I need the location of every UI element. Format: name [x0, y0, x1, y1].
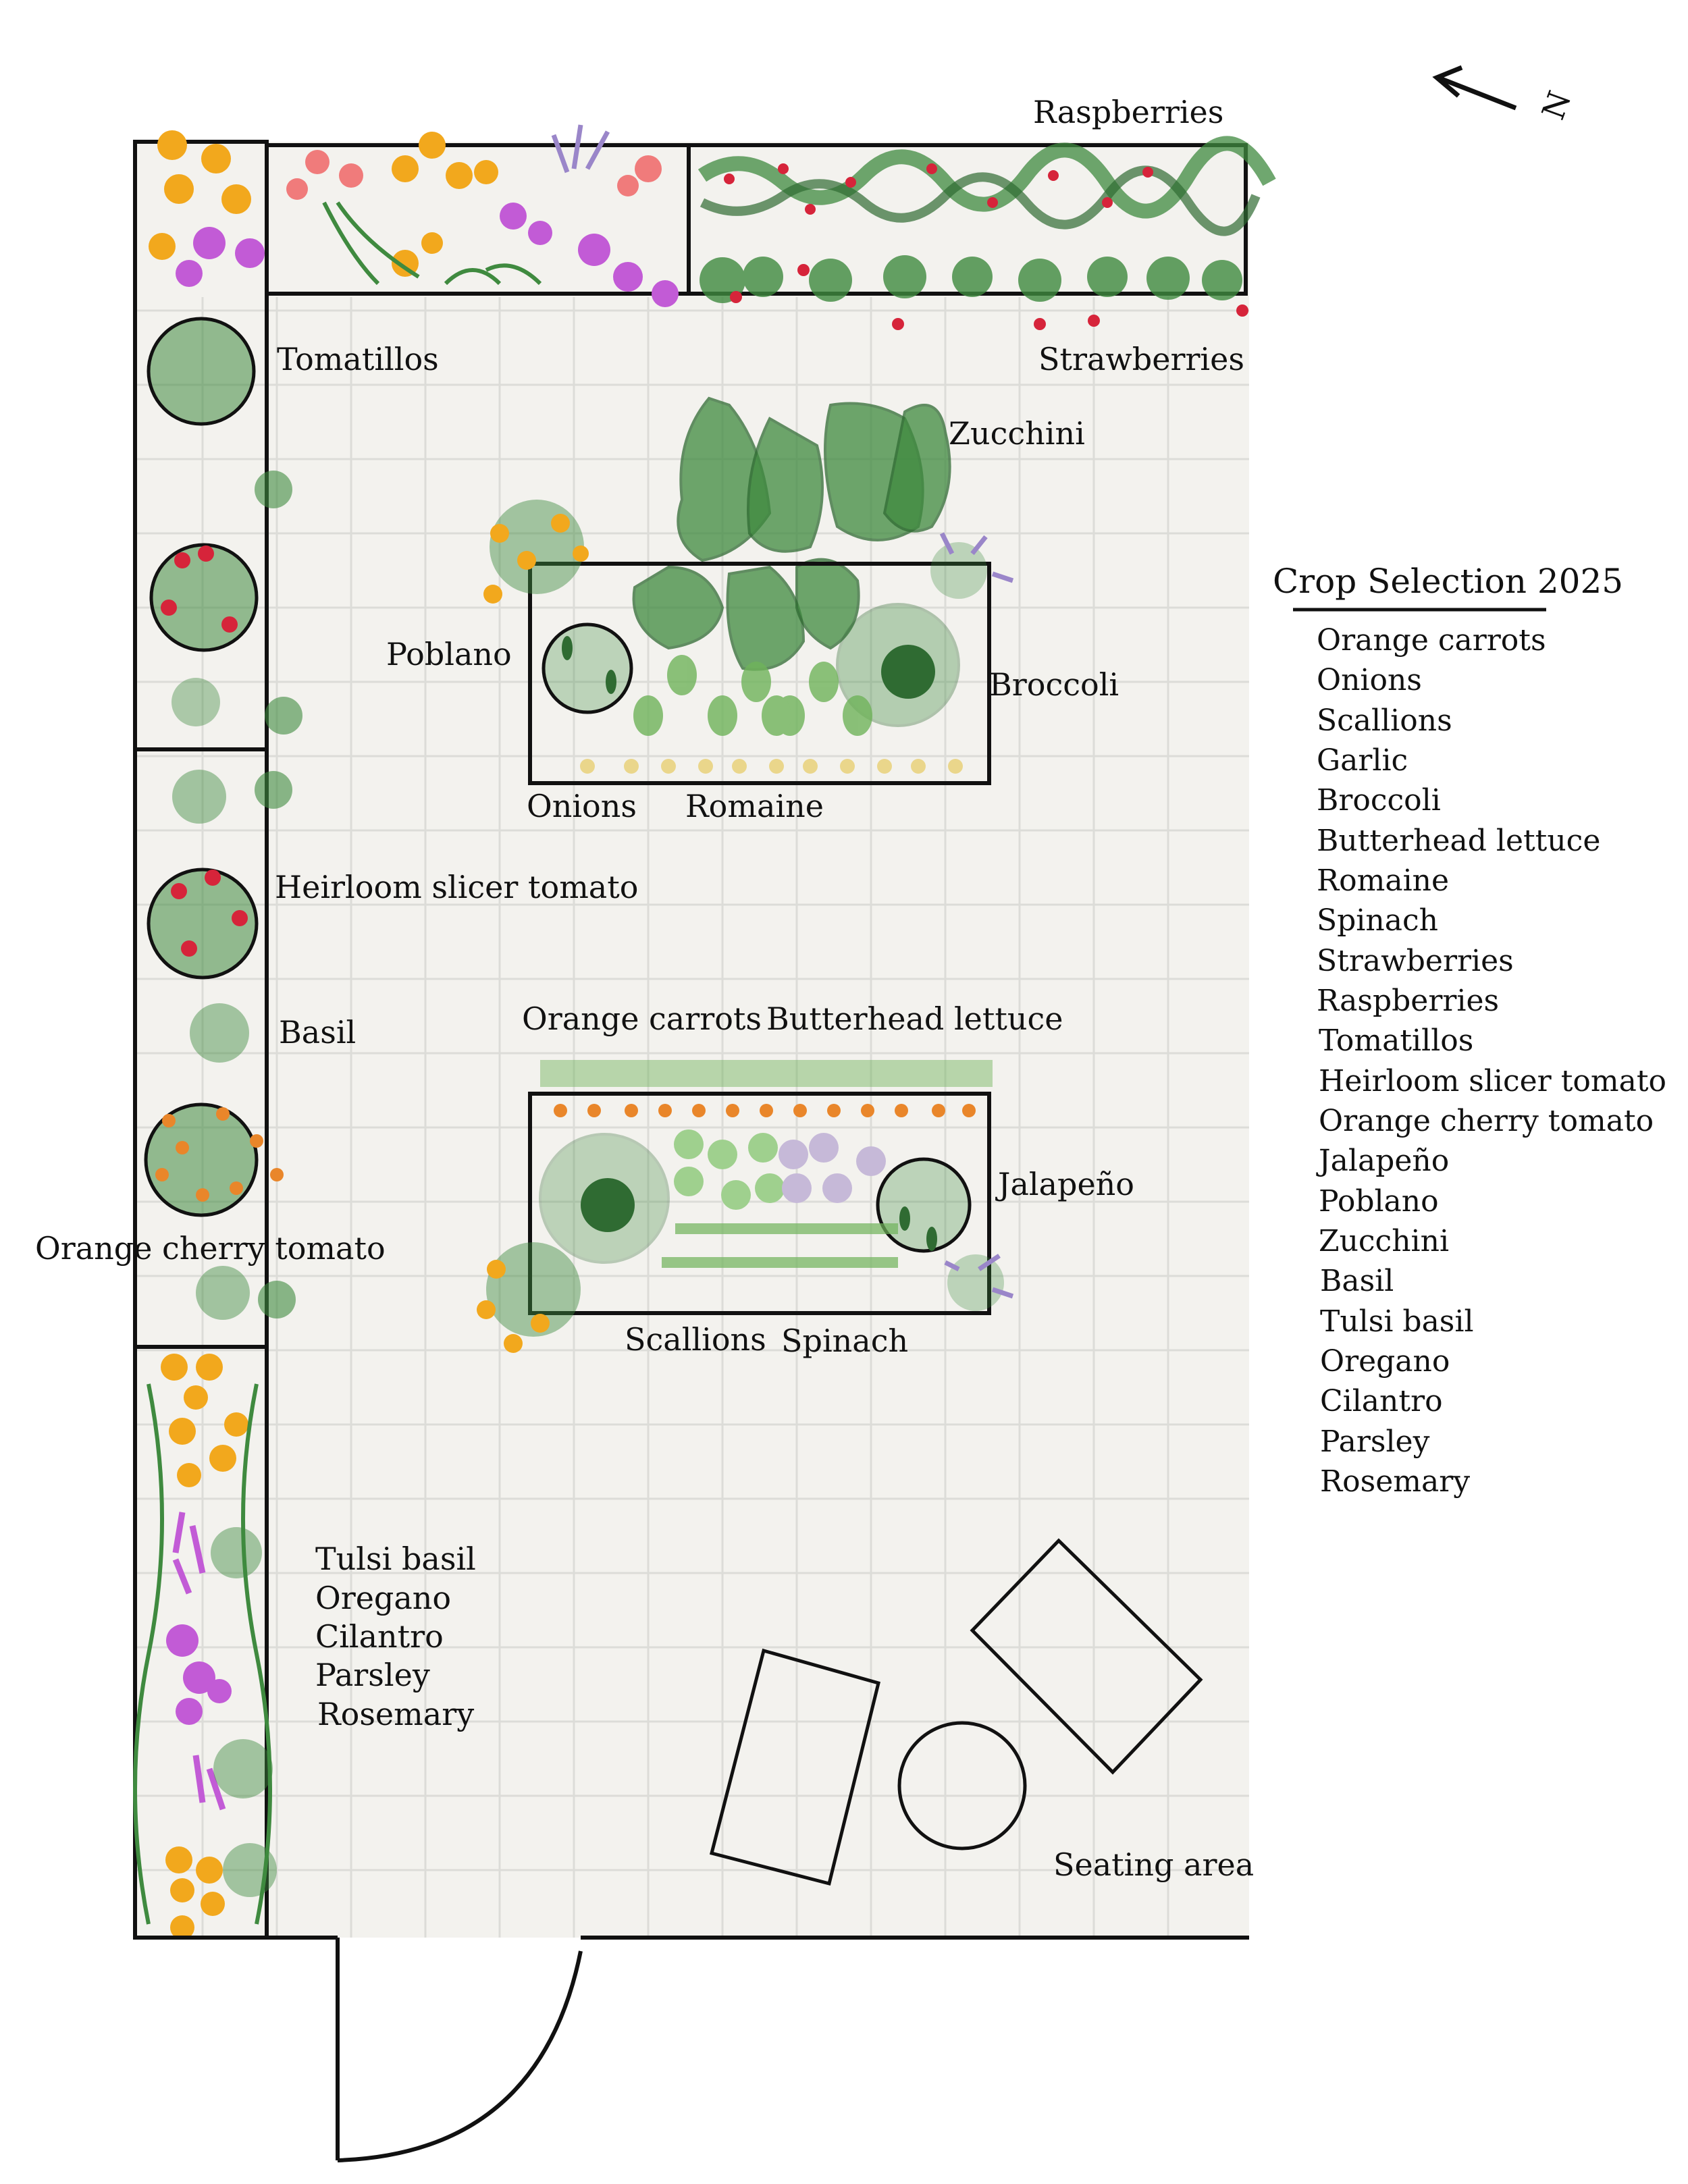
label-orange-carrots: Orange carrots [522, 1001, 762, 1037]
label-strawberries: Strawberries [1038, 341, 1244, 377]
compass-label: N [1534, 86, 1579, 125]
legend-item: Onions [1317, 663, 1422, 697]
garden-boundary [135, 1938, 1249, 2160]
gate-door [338, 1938, 581, 2160]
legend-item: Raspberries [1317, 984, 1500, 1018]
crop-legend [1273, 562, 1666, 1499]
label-orange-cherry: Orange cherry tomato [35, 1230, 386, 1267]
label-scallions: Scallions [625, 1321, 766, 1358]
legend-item: Tomatillos [1319, 1023, 1474, 1058]
label-spinach: Spinach [781, 1323, 909, 1359]
legend-title: Crop Selection 2025 [1273, 562, 1624, 601]
label-basil: Basil [279, 1014, 357, 1050]
label-herb-1: Tulsi basil [315, 1541, 476, 1577]
label-herb-4: Parsley [315, 1657, 430, 1693]
legend-item: Parsley [1320, 1424, 1430, 1459]
legend-item: Jalapeño [1319, 1144, 1450, 1178]
legend-item: Strawberries [1317, 944, 1514, 978]
legend-item: Broccoli [1317, 783, 1441, 818]
label-poblano: Poblano [386, 636, 512, 672]
legend-item: Butterhead lettuce [1317, 824, 1601, 858]
legend-item: Heirloom slicer tomato [1319, 1064, 1667, 1098]
label-romaine: Romaine [685, 788, 824, 824]
label-zucchini: Zucchini [949, 415, 1085, 452]
label-broccoli: Broccoli [989, 666, 1119, 703]
label-heirloom: Heirloom slicer tomato [275, 869, 639, 905]
broccoli-plant-lower [540, 1134, 668, 1262]
label-jalapeno: Jalapeño [998, 1166, 1134, 1202]
label-onions: Onions [527, 788, 637, 824]
label-herb-5: Rosemary [317, 1696, 475, 1732]
label-herb-3: Cilantro [315, 1618, 444, 1655]
legend-item: Poblano [1319, 1184, 1439, 1219]
legend-item: Garlic [1317, 743, 1408, 778]
label-butterhead: Butterhead lettuce [766, 1001, 1063, 1037]
legend-item: Zucchini [1319, 1224, 1450, 1258]
legend-item: Orange carrots [1317, 623, 1546, 658]
legend-item: Scallions [1317, 703, 1452, 738]
heirloom-tomato-plant [149, 870, 257, 978]
label-tomatillos: Tomatillos [277, 341, 439, 377]
tomatillo-plant [149, 319, 254, 424]
poblano-plant [544, 624, 631, 712]
legend-item: Basil [1320, 1264, 1394, 1298]
jalapeno-plant [878, 1159, 970, 1251]
legend-item: Orange cherry tomato [1319, 1104, 1654, 1138]
legend-item: Spinach [1317, 903, 1438, 938]
legend-item: Rosemary [1320, 1464, 1471, 1499]
legend-item: Tulsi basil [1320, 1304, 1474, 1339]
legend-item: Cilantro [1320, 1384, 1443, 1418]
label-seating: Seating area [1053, 1846, 1255, 1883]
label-raspberries: Raspberries [1033, 94, 1224, 130]
heirloom-tomato-plant-top [151, 545, 257, 650]
legend-item: Romaine [1317, 863, 1450, 898]
legend-item: Oregano [1320, 1344, 1450, 1379]
label-herb-2: Oregano [315, 1580, 452, 1616]
north-arrow-icon [1437, 68, 1578, 124]
